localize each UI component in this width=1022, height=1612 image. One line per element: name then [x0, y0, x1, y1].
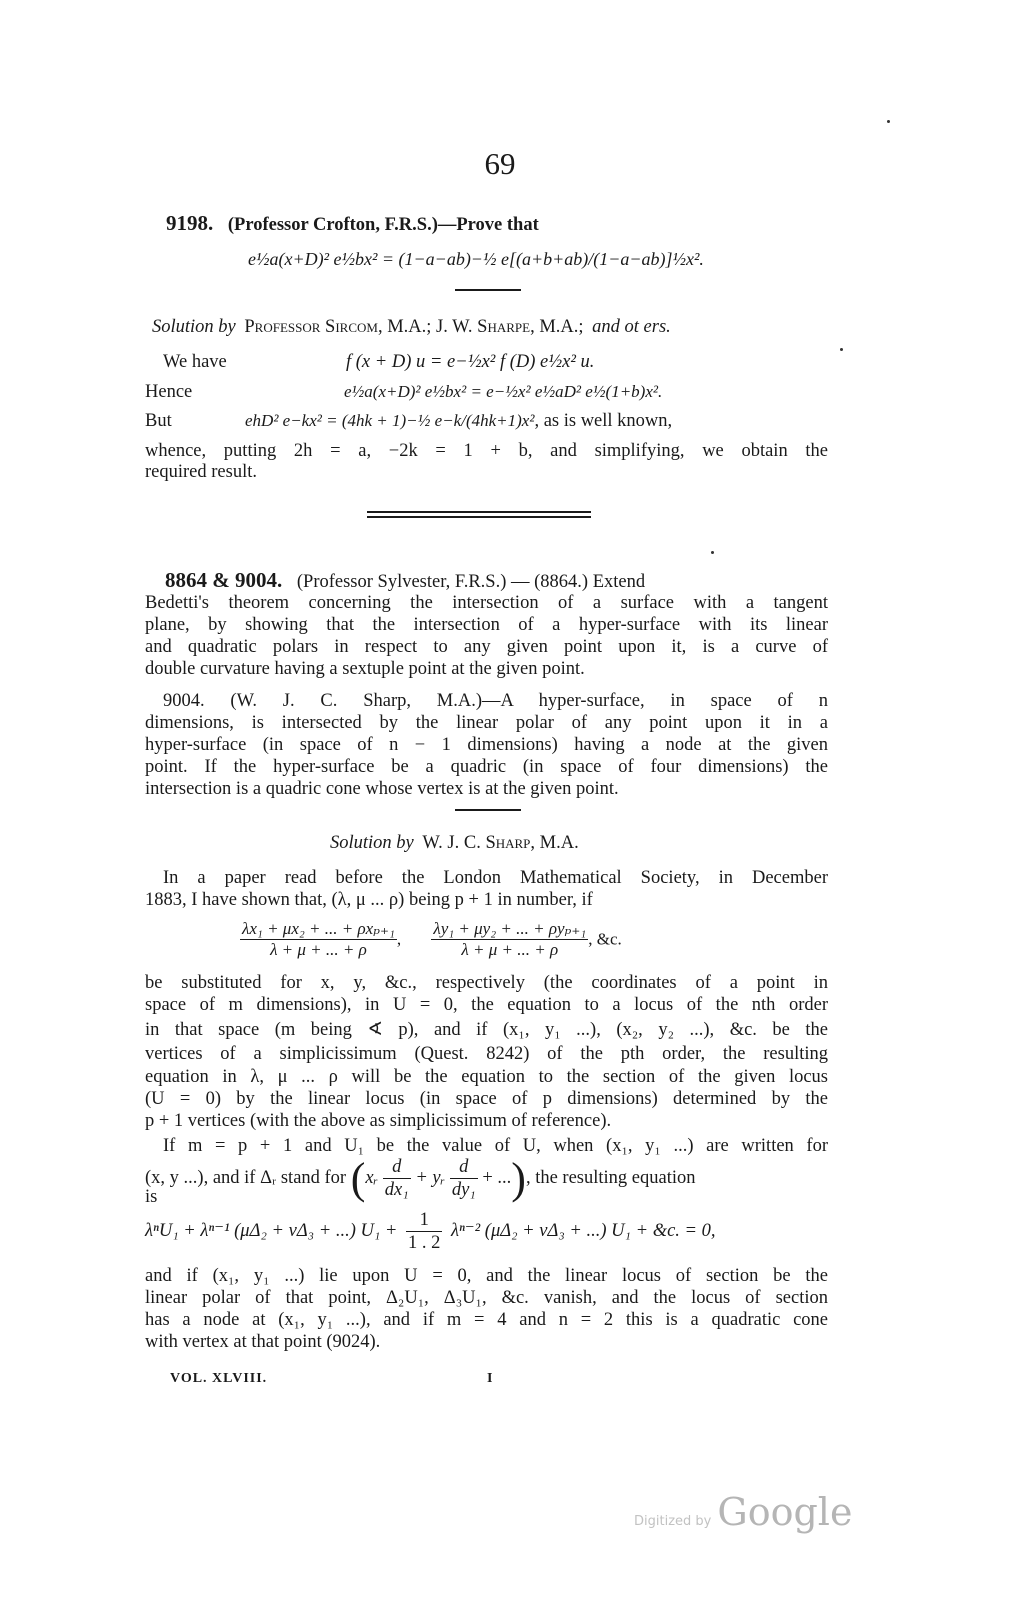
speck	[887, 120, 890, 123]
short-rule-2	[455, 809, 521, 811]
para-2-line-6: (U = 0) by the linear locus (in space of p dimensions) determined by the	[145, 1089, 828, 1109]
hence-formula: e½a(x+D)² e½bx² = e−½x² e½aD² e½(1+b)x².	[344, 382, 663, 401]
para-4-line-3: has a node at (x₁, y₁ ...), and if m = 4 and n = 2 this is a quadratic cone	[145, 1310, 828, 1330]
para-3-line-1: If m = p + 1 and U₁ be the value of U, when (x₁, y₁ ...) are written for	[163, 1136, 828, 1156]
question-9004-line-5: intersection is a quadric cone whose vertex is at the given point.	[145, 779, 619, 799]
question-author-line: (Professor Crofton, F.R.S.)—Prove that	[227, 215, 539, 235]
volume-label: VOL. XLVIII.	[170, 1371, 268, 1386]
question-number: 9198.	[166, 211, 214, 235]
signature-mark: I	[487, 1371, 493, 1386]
para-4-line-2: linear polar of that point, Δ₂U₁, Δ₃U₁, &c. vanish, and the locus of section	[145, 1288, 828, 1308]
question-8864-line-1: 8864 & 9004. (Professor Sylvester, F.R.S.) — (8864.) Extend	[165, 568, 646, 592]
question-9198-formula: e½a(x+D)² e½bx² = (1−a−ab)−½ e[(a+b+ab)/(1−a−ab)]½x².	[248, 249, 704, 269]
but-formula-line: ehD² e−kx² = (4hk + 1)−½ e−k/(4hk+1)x², as is well known,	[245, 411, 673, 431]
double-rule-top	[367, 511, 591, 513]
fraction-x: $\frac{\text{λx₁ + μx₂ + ... + ρxₚ₊₁}}{\lambda + \mu + ... + \rho}$	[242, 919, 395, 959]
we-have-formula: f (x + D) u = e−½x² f (D) e½x² u.	[346, 352, 595, 372]
coordinate-fractions: $\frac{\text{λx₁ + μx₂ + ... + ρxₚ₊₁}}{\lambda + \mu + ... + \rho}$ , $\frac{\text{λy₁ + μy₂ + ... + ρyₚ₊₁}}{\lambda + \mu + ... + \rho}$ , &c.	[242, 919, 622, 959]
but-label: But	[145, 411, 172, 431]
solution-9198-attribution: Solution by Professor Sircom, M.A.; J. W. Sharpe, M.A.; and ot ers.	[152, 317, 671, 337]
para-2-line-1: be substituted for x, y, &c., respectively (the coordinates of a point in	[145, 973, 828, 993]
question-9004-line-4: point. If the hyper-surface be a quadric (in space of four dimensions) the	[145, 757, 828, 777]
double-rule-bottom	[367, 516, 591, 518]
question-8864-line-3: plane, by showing that the intersection of a hyper-surface with its linear	[145, 615, 828, 635]
para-4-line-4: with vertex at that point (9024).	[145, 1332, 381, 1352]
digitized-by-google-watermark	[634, 1490, 852, 1534]
question-9004-line-3: hyper-surface (in space of n − 1 dimensions) having a node at the given	[145, 735, 828, 755]
para-4-line-1: and if (x₁, y₁ ...) lie upon U = 0, and the linear locus of section be the	[145, 1266, 828, 1286]
question-9004-line-2: dimensions, is intersected by the linear polar of any point upon it in a	[145, 713, 828, 733]
we-have-label: We have	[163, 352, 227, 372]
speck	[840, 348, 843, 351]
para-2-line-4: vertices of a simplicissimum (Quest. 8242) of the pth order, the resulting	[145, 1044, 828, 1064]
page-number: 69	[484, 146, 516, 181]
para-2-line-5: equation in λ, μ ... ρ will be the equation to the section of the given locus	[145, 1067, 828, 1087]
question-8864-line-2: Bedetti's theorem concerning the intersection of a surface with a tangent	[145, 593, 828, 613]
question-9198-header	[166, 212, 539, 236]
main-equation: λⁿU₁ + λⁿ⁻¹ (μΔ₂ + νΔ₃ + ...) U₁ + $\frac{1}{1 . 2}$ λⁿ⁻² (μΔ₂ + νΔ₃ + ...) U₁ + &c. = 0,	[145, 1210, 716, 1254]
para-3-line-2: (x, y ...), and if Δᵣ stand for (xᵣ $\frac{d}{\text{dx₁}}$ + yᵣ $\frac{d}{\text{dy₁}}$ + ...), the resulting equation	[145, 1153, 696, 1203]
para-1-line-1: In a paper read before the London Mathematical Society, in December	[163, 868, 828, 888]
para-1-line-2: 1883, I have shown that, (λ, μ ... ρ) being p + 1 in number, if	[145, 890, 593, 910]
question-8864-line-5: double curvature having a sextuple point at the given point.	[145, 659, 585, 679]
question-9004-line-1: 9004. (W. J. C. Sharp, M.A.)—A hyper-surface, in space of n	[163, 691, 828, 711]
digitized-by-text: Digitized by	[634, 1514, 712, 1529]
para-2-line-2: space of m dimensions), in U = 0, the equation to a locus of the nth order	[145, 995, 828, 1015]
para-3-is: is	[145, 1187, 158, 1207]
required-line: required result.	[145, 462, 257, 482]
fraction-y: $\frac{\text{λy₁ + μy₂ + ... + ρyₚ₊₁}}{\lambda + \mu + ... + \rho}$	[433, 919, 587, 959]
solution-2-heading: Solution by W. J. C. Sharp, M.A.	[330, 833, 579, 853]
speck	[711, 551, 714, 554]
short-rule	[455, 289, 521, 291]
para-2-line-7: p + 1 vertices (with the above as simplicissimum of reference).	[145, 1111, 612, 1131]
para-2-line-3: in that space (m being ∢ p), and if (x₁, y₁ ...), (x₂, y₂ ...), &c. be the	[145, 1020, 828, 1040]
question-8864-line-4: and quadratic polars in respect to any given point upon it, is a curve of	[145, 637, 828, 657]
whence-line: whence, putting 2h = a, −2k = 1 + b, and simplifying, we obtain the	[145, 441, 828, 461]
google-logo: Google	[717, 1490, 853, 1534]
hence-label: Hence	[145, 382, 193, 402]
